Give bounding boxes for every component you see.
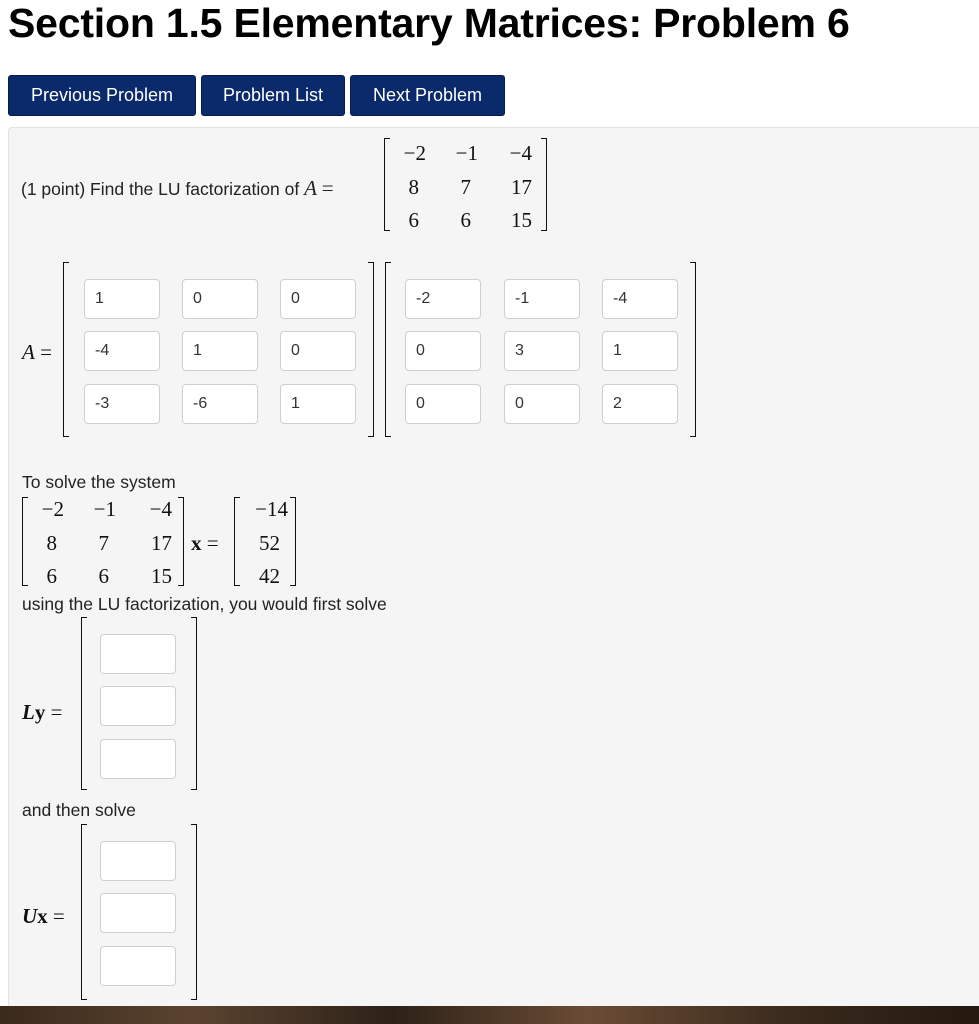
bracket-right (178, 497, 184, 586)
page-title: Section 1.5 Elementary Matrices: Problem 6 (8, 0, 850, 46)
U-entry-input[interactable] (504, 279, 580, 319)
matrix-entry: 6 (46, 564, 57, 588)
vector-entry: −14 (255, 497, 288, 521)
bracket-left (234, 497, 240, 586)
matrix-entry: 15 (511, 208, 532, 232)
U-entry-input[interactable] (602, 331, 678, 371)
matrix-entry: −2 (41, 497, 64, 521)
page-bottom-strip (0, 1006, 979, 1024)
L-entry-input[interactable] (280, 279, 356, 319)
bracket-right (541, 138, 547, 231)
matrix-entry: −1 (93, 497, 116, 521)
L-bracket-right (368, 262, 374, 437)
matrix-entry: 6 (98, 564, 109, 588)
first-solve-text: using the LU factorization, you would first solve (22, 594, 387, 614)
matrix-entry: −2 (403, 141, 426, 165)
bracket-left (384, 138, 390, 231)
bracket-left (22, 497, 28, 586)
L-entry-input[interactable] (182, 331, 258, 371)
problem-list-button[interactable]: Problem List (201, 75, 345, 116)
vector-entry: 52 (259, 531, 280, 555)
U-entry-input[interactable] (504, 331, 580, 371)
matrix-entry: −4 (149, 497, 172, 521)
x-entry-input[interactable] (100, 841, 176, 881)
y-entry-input[interactable] (100, 634, 176, 674)
answer-A-label: A = (22, 340, 52, 364)
L-entry-input[interactable] (280, 331, 356, 371)
y-bracket-right (191, 617, 197, 790)
matrix-entry: 17 (151, 531, 172, 555)
L-entry-input[interactable] (84, 331, 160, 371)
x-bracket-left (81, 824, 87, 1000)
x-entry-input[interactable] (100, 893, 176, 933)
L-entry-input[interactable] (280, 384, 356, 424)
U-entry-input[interactable] (405, 331, 481, 371)
U-entry-input[interactable] (602, 279, 678, 319)
L-entry-input[interactable] (84, 384, 160, 424)
x-equals: x = (191, 531, 219, 555)
U-bracket-right (690, 262, 696, 437)
U-entry-input[interactable] (602, 384, 678, 424)
matrix-entry: 6 (408, 208, 419, 232)
x-entry-input[interactable] (100, 946, 176, 986)
Ly-label: Ly = (22, 700, 63, 724)
L-bracket-left (63, 262, 69, 437)
L-entry-input[interactable] (182, 384, 258, 424)
matrix-entry: −1 (455, 141, 478, 165)
U-entry-input[interactable] (405, 384, 481, 424)
previous-problem-button[interactable]: Previous Problem (8, 75, 196, 116)
matrix-entry: 8 (46, 531, 57, 555)
vector-entry: 42 (259, 564, 280, 588)
L-entry-input[interactable] (182, 279, 258, 319)
U-bracket-left (385, 262, 391, 437)
L-entry-input[interactable] (84, 279, 160, 319)
y-entry-input[interactable] (100, 686, 176, 726)
matrix-entry: 7 (460, 175, 471, 199)
matrix-entry: 7 (98, 531, 109, 555)
matrix-entry: 15 (151, 564, 172, 588)
U-entry-input[interactable] (405, 279, 481, 319)
bracket-right (290, 497, 296, 586)
solve-system-text: To solve the system (22, 472, 176, 492)
next-problem-button[interactable]: Next Problem (350, 75, 505, 116)
problem-intro: (1 point) Find the LU factorization of A = (21, 176, 334, 200)
matrix-entry: −4 (509, 141, 532, 165)
Ux-label: Ux = (22, 904, 65, 928)
then-solve-text: and then solve (22, 800, 136, 820)
matrix-entry: 6 (460, 208, 471, 232)
y-entry-input[interactable] (100, 739, 176, 779)
y-bracket-left (81, 617, 87, 790)
x-bracket-right (191, 824, 197, 1000)
matrix-entry: 17 (511, 175, 532, 199)
matrix-entry: 8 (408, 175, 419, 199)
U-entry-input[interactable] (504, 384, 580, 424)
